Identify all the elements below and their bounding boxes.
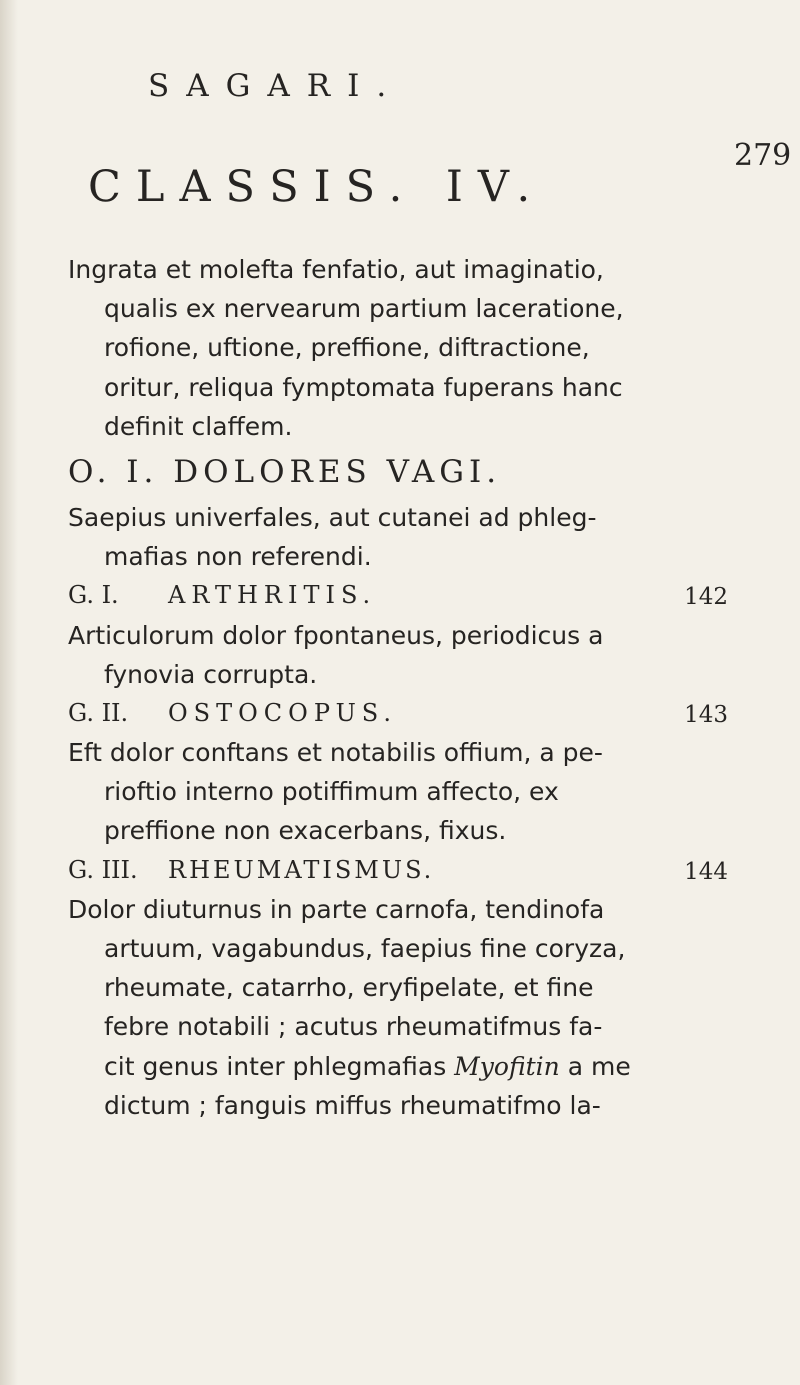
genus-number: G. II. [68,698,129,727]
text-line: rheumate, catarrho, eryfipelate, et fine [104,973,594,1003]
text-run: a me [559,1051,631,1081]
genus-page-ref: 143 [684,701,728,728]
text-line [68,1047,728,1086]
text-line: Eft dolor conftans et notabilis offium, a pe- [68,738,603,768]
italic-term: Myofitin [454,1051,560,1081]
text-line: oritur, reliqua fymptomata fuperans hanc [104,372,623,402]
genus-page-ref: 144 [684,858,728,885]
running-title: SAGARI. [148,68,404,104]
genus-number: G. I. [68,581,119,610]
text-line: artuum, vagabundus, faepius fine coryza, [104,934,626,963]
order-description [68,498,728,576]
text-line: febre notabili ; acutus rheumatifmus fa- [104,1012,603,1042]
page-number: 279 [734,138,792,173]
page-body [68,250,728,1125]
genus-entry [68,576,728,694]
text-line: Saepius univerfales, aut cutanei ad phleg- [68,502,597,532]
genus-number: G. III. [68,855,138,884]
genus-heading [68,694,728,733]
running-header [148,68,792,173]
text-line: fynovia corrupta. [104,659,318,689]
genus-entry [68,851,728,1125]
text-line: Articulorum dolor fpontaneus, periodicus a [68,620,604,650]
text-line: preffione non exacerbans, fixus. [104,816,507,846]
genus-page-ref: 142 [684,584,728,611]
class-heading: CLASSIS. IV. [88,162,546,212]
genus-name: RHEUMATISMUS. [168,855,435,884]
text-line: Ingrata et molefta fenfatio, aut imaginatio, [68,255,604,284]
genus-heading [68,851,728,890]
order-title: O. I. DOLORES VAGI. [68,453,502,490]
genus-name: ARTHRITIS. [168,581,377,610]
genus-heading [68,576,728,615]
genus-name: OSTOCOPUS. [168,698,398,727]
text-line: rofione, uftione, preffione, diftractione, [104,333,590,363]
genus-entry [68,694,728,851]
text-line: dictum ; fanguis miffus rheumatifmo la- [104,1090,601,1120]
text-line: definit claffem. [104,411,293,441]
text-run: cit genus inter phlegmafias [104,1051,455,1081]
text-line: mafias non referendi. [104,542,372,572]
intro-paragraph [68,250,728,446]
page-edge-shadow [0,0,18,1385]
text-line: Dolor diuturnus in parte carnofa, tendinofa [68,894,605,924]
text-line: rioftio interno potiffimum affecto, ex [104,777,559,807]
text-line: qualis ex nervearum partium laceratione, [104,294,624,324]
